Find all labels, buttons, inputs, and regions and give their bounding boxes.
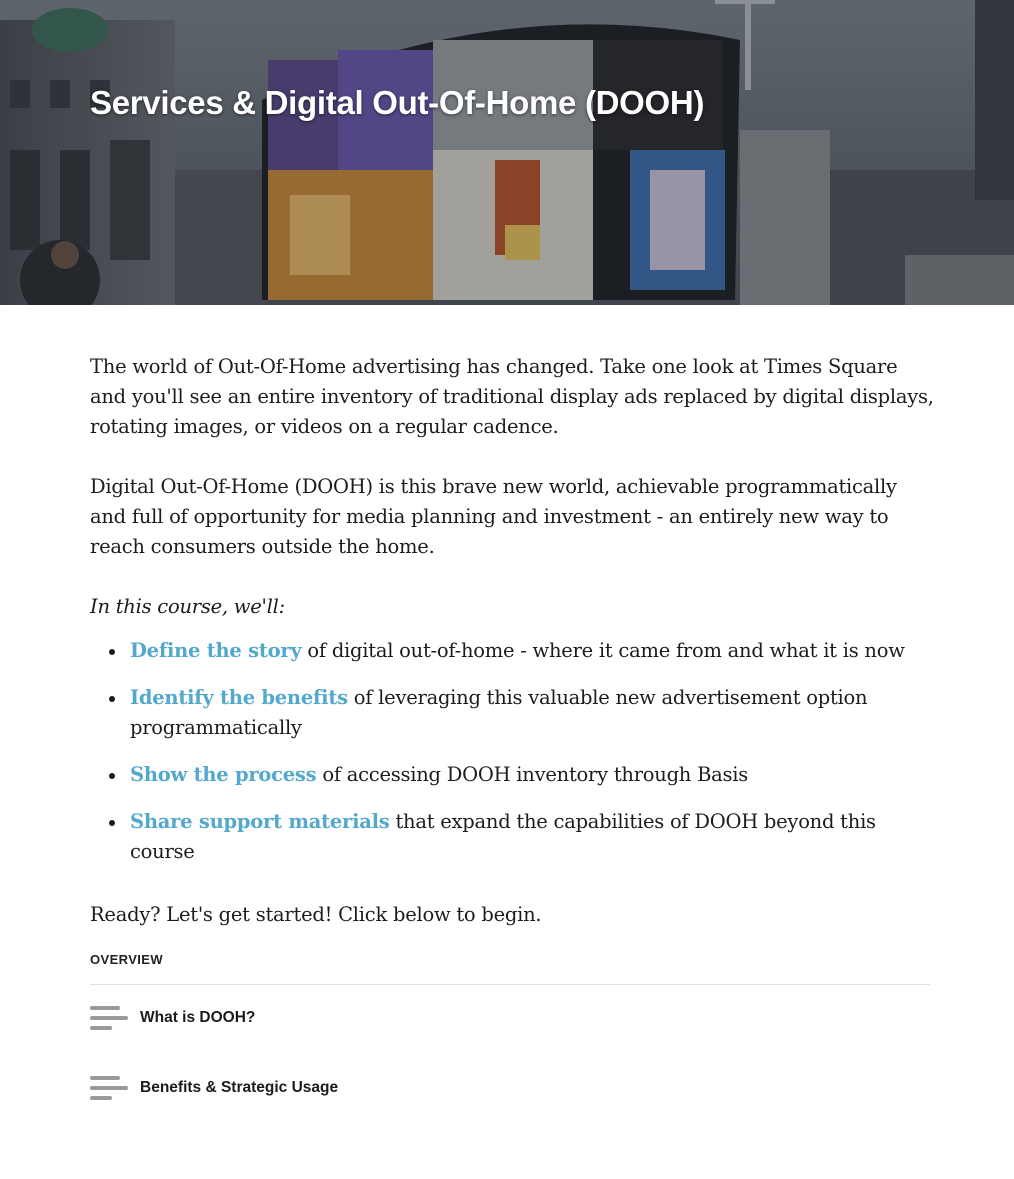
hero-overlay — [0, 0, 1014, 305]
goal-highlight: Show the process — [130, 763, 317, 786]
list-item — [130, 636, 935, 666]
list-item — [130, 807, 935, 867]
lesson-link-what-is-dooh[interactable] — [90, 1000, 930, 1036]
goal-text: that expand the capabilities of DOOH beyond this course — [130, 810, 876, 863]
closing-text: Ready? Let's get started! Click below to begin. — [90, 903, 542, 926]
course-lead: In this course, we'll: — [90, 595, 285, 618]
text-lines-icon — [90, 1074, 128, 1102]
goal-text: of accessing DOOH inventory through Basis — [316, 763, 749, 786]
list-item — [130, 683, 935, 743]
goal-highlight: Define the story — [130, 639, 302, 662]
page-title: Services & Digital Out-Of-Home (DOOH) — [90, 84, 705, 121]
goal-text: of digital out-of-home - where it came from and what it is now — [301, 639, 905, 662]
intro-paragraph-2: Digital Out-Of-Home (DOOH) is this brave new world, achievable programmatically and full of opportunity for media planning and investment - an entirely new way to reach consumers outside the home. — [90, 475, 897, 558]
course-goals-list — [90, 636, 935, 867]
goal-highlight: Share support materials — [130, 810, 390, 833]
goal-text: of leveraging this valuable new advertisement option programmatically — [130, 686, 868, 739]
hero-banner — [0, 0, 1014, 305]
text-lines-icon — [90, 1004, 128, 1032]
intro-paragraph-1: The world of Out-Of-Home advertising has changed. Take one look at Times Square and you'll see an entire inventory of traditional display ads replaced by digital displays, rotating images, or videos on a regular cadence. — [90, 355, 934, 438]
overview-heading: OVERVIEW — [90, 952, 930, 985]
lesson-intro — [90, 352, 935, 960]
lesson-link-benefits[interactable] — [90, 1070, 930, 1106]
list-item — [130, 760, 935, 790]
lesson-title: What is DOOH? — [140, 1009, 256, 1026]
lesson-title: Benefits & Strategic Usage — [140, 1079, 339, 1096]
goal-highlight: Identify the benefits — [130, 686, 348, 709]
